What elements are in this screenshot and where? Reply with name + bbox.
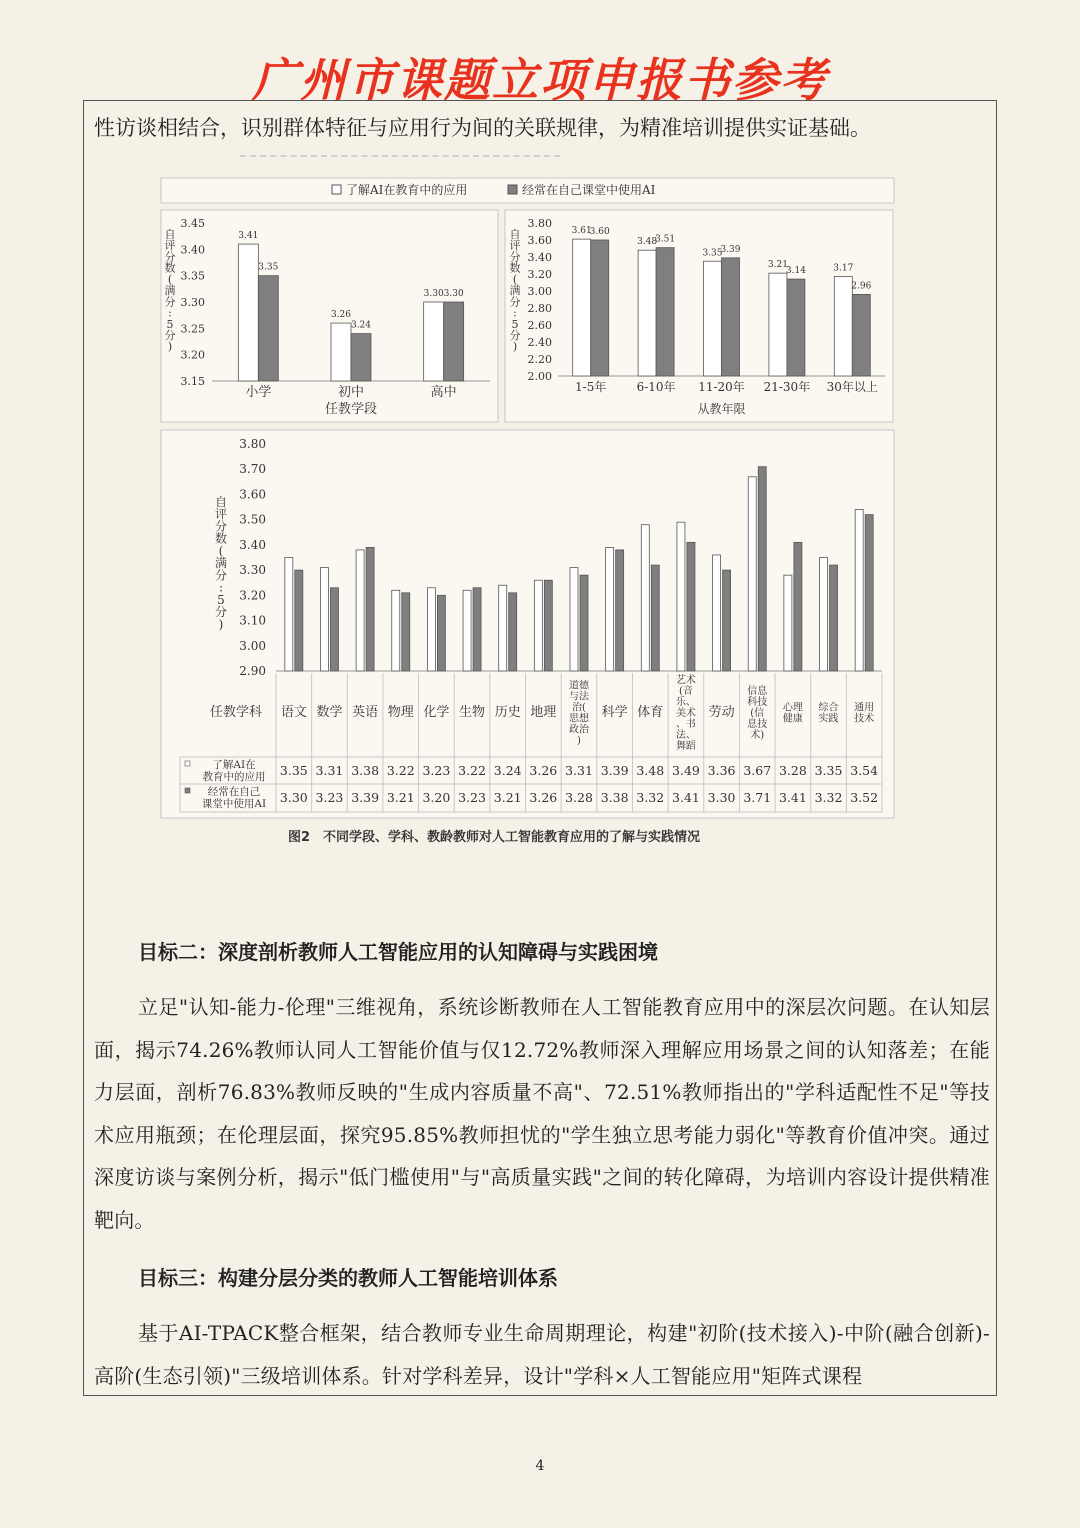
- bar-use: [830, 565, 838, 671]
- y-tick-label: 2.40: [527, 336, 552, 349]
- y-tick-label: 2.80: [527, 302, 552, 315]
- table-header-xlabel: 任教学科: [209, 705, 263, 720]
- table-value: 3.71: [743, 790, 772, 805]
- category-label: 技术: [854, 713, 875, 725]
- y-axis-label: 自: [509, 228, 521, 241]
- category-label: 6-10年: [636, 380, 676, 394]
- data-label: 3.60: [589, 227, 610, 237]
- category-label: 语文: [280, 705, 307, 720]
- y-axis-label: ): [167, 340, 173, 354]
- bar-understand: [677, 522, 685, 671]
- category-label: 信息: [747, 686, 768, 697]
- y-tick-label: 2.90: [239, 664, 266, 678]
- y-axis-label: 分: [214, 568, 228, 583]
- category-label: 综合: [818, 702, 839, 714]
- table-value: 3.21: [386, 790, 415, 805]
- category-label: 艺术: [675, 675, 696, 686]
- table-value: 3.35: [814, 763, 843, 778]
- bar-understand: [704, 261, 722, 376]
- y-axis-label: 分: [214, 519, 228, 534]
- bar-understand: [748, 477, 756, 671]
- bar-use: [687, 542, 695, 671]
- category-label: 思想: [569, 713, 589, 725]
- bar-understand: [424, 302, 444, 381]
- bar-understand: [499, 585, 507, 671]
- table-swatch-understand: [185, 761, 190, 766]
- bar-understand: [285, 558, 293, 672]
- table-value: 3.22: [458, 763, 486, 778]
- bar-use: [366, 547, 374, 671]
- table-row-label: 课堂中使用AI: [201, 798, 267, 810]
- bar-understand: [320, 568, 328, 671]
- y-axis-label: 数: [214, 531, 228, 546]
- y-axis-label: ): [218, 617, 224, 632]
- table-value: 3.21: [493, 790, 522, 805]
- y-tick-label: 3.30: [180, 296, 205, 309]
- figure-2: [160, 176, 895, 822]
- category-label: 高中: [430, 385, 457, 400]
- legend-label-understand: 了解AI在教育中的应用: [346, 183, 468, 197]
- table-value: 3.28: [565, 790, 593, 805]
- y-axis-label: 自: [214, 495, 228, 509]
- category-label: 实践: [818, 713, 839, 725]
- data-label: 3.30: [423, 289, 444, 299]
- y-tick-label: 3.10: [239, 613, 266, 628]
- category-label: 生物: [459, 705, 486, 720]
- bar-use: [787, 279, 805, 376]
- bar-use: [544, 580, 552, 671]
- bar-use: [444, 302, 464, 381]
- table-value: 3.30: [279, 790, 308, 805]
- y-axis-label: 评: [509, 239, 521, 253]
- bar-use: [651, 565, 659, 671]
- table-value: 3.49: [672, 763, 700, 778]
- y-tick-label: 3.40: [527, 251, 552, 264]
- table-swatch-use: [185, 788, 190, 793]
- table-value: 3.36: [707, 763, 736, 778]
- bar-understand: [638, 250, 656, 376]
- data-label: 3.17: [833, 263, 854, 274]
- bar-use: [616, 550, 624, 671]
- table-value: 3.39: [600, 763, 629, 778]
- data-label: 3.39: [720, 244, 741, 255]
- figure-svg: [160, 176, 895, 822]
- table-value: 3.31: [565, 763, 593, 778]
- table-value: 3.48: [636, 763, 665, 778]
- bar-understand: [392, 590, 400, 671]
- figure-caption: 图2 不同学段、学科、教龄教师对人工智能教育应用的了解与实践情况: [288, 830, 701, 845]
- table-value: 3.28: [778, 763, 807, 778]
- table-value: 3.39: [351, 790, 380, 805]
- y-tick-label: 2.00: [527, 370, 552, 383]
- bar-use: [722, 258, 740, 376]
- y-axis-label: 分: [164, 328, 176, 342]
- y-axis-label: :: [218, 580, 224, 595]
- bar-use: [758, 467, 766, 671]
- bar-understand: [427, 588, 435, 671]
- table-value: 3.31: [315, 763, 344, 778]
- x-axis-label: 从教年限: [697, 402, 746, 416]
- bar-use: [295, 570, 303, 671]
- y-tick-label: 3.80: [527, 217, 552, 230]
- legend-swatch-use: [508, 185, 517, 194]
- banner-title: 广州市课题立项申报书参考: [252, 53, 828, 107]
- x-axis-label: 任教学段: [324, 402, 378, 417]
- y-tick-label: 3.60: [527, 234, 552, 247]
- bar-use: [509, 593, 517, 671]
- data-label: 3.41: [238, 231, 259, 242]
- y-tick-label: 3.45: [180, 217, 205, 230]
- y-axis-label: 分: [509, 328, 521, 342]
- y-axis-label: 评: [164, 239, 176, 253]
- data-label: 3.35: [702, 248, 723, 259]
- y-tick-label: 3.35: [180, 269, 205, 283]
- category-label: 初中: [337, 385, 365, 400]
- category-label: 法、: [675, 730, 696, 741]
- cropped-figure-title: [240, 155, 560, 165]
- bar-understand: [713, 555, 721, 671]
- bar-understand: [834, 277, 852, 376]
- table-value: 3.23: [458, 790, 486, 805]
- bar-understand: [769, 273, 787, 376]
- goal2-body: 立足"认知-能力-伦理"三维视角，系统诊断教师在人工智能教育应用中的深层次问题。在认知层面，揭示74.26%教师认同人工智能价值与仅12.72%教师深入理解应用场景之间的认知落差；在能力层面，剖析76.83%教师反映的"生成内容质量不高"、72.51%教师指出的"学科适配性不足"等技术应用瓶颈；在伦理层面，探究95.85%教师担忧的"学生独立思考能力弱化"等教育价值冲突。通过深度访谈与案例分析，揭示"低门槛使用"与"高质量实践"之间的转化障碍，为培训内容设计提供精准靶向。: [94, 995, 990, 1232]
- table-value: 3.41: [672, 790, 700, 805]
- data-label: 3.14: [785, 266, 806, 277]
- bar-use: [794, 542, 802, 671]
- goal3-heading: 目标三：构建分层分类的教师人工智能培训体系: [138, 1266, 558, 1290]
- y-tick-label: 2.20: [527, 353, 552, 366]
- category-label: 化学: [423, 705, 450, 720]
- bar-use: [580, 575, 588, 671]
- category-label: 术): [750, 730, 765, 741]
- y-tick-label: 3.20: [527, 268, 552, 281]
- table-value: 3.26: [529, 790, 558, 805]
- category-label: (信: [750, 708, 765, 719]
- category-label: 21-30年: [763, 380, 811, 394]
- category-label: 健康: [782, 713, 803, 725]
- category-label: 小学: [245, 385, 272, 400]
- table-value: 3.32: [814, 790, 843, 805]
- y-axis-label: 5: [166, 317, 174, 331]
- category-label: 道德: [569, 680, 589, 692]
- y-tick-label: 3.40: [239, 537, 266, 552]
- category-label: ): [577, 735, 581, 747]
- y-tick-label: 3.80: [239, 437, 266, 451]
- category-label: 心理: [782, 702, 803, 714]
- category-label: 舞蹈: [675, 741, 696, 752]
- category-label: 物理: [387, 705, 414, 720]
- category-label: 科技: [747, 697, 768, 708]
- y-tick-label: 3.60: [239, 487, 266, 502]
- bar-use: [402, 593, 410, 671]
- category-label: 、书: [675, 719, 696, 730]
- bar-use: [865, 515, 873, 671]
- data-label: 3.51: [655, 234, 676, 245]
- bar-use: [591, 240, 609, 376]
- bar-understand: [784, 575, 792, 671]
- y-axis-label: 5: [217, 592, 225, 607]
- category-label: 11-20年: [698, 380, 745, 394]
- y-tick-label: 3.70: [239, 462, 266, 477]
- y-axis-label: 分: [164, 250, 176, 264]
- bar-understand: [331, 323, 351, 381]
- goal3-body: 基于AI-TPACK整合框架，结合教师专业生命周期理论，构建"初阶(技术接入)-中阶(融合创新)-高阶(生态引领)"三级培训体系。针对学科差异，设计"学科×人工智能应用"矩阵式课程: [94, 1321, 990, 1388]
- table-value: 3.41: [778, 790, 807, 805]
- category-label: 英语: [352, 705, 379, 720]
- y-tick-label: 3.20: [239, 588, 266, 603]
- y-axis-label: 分: [509, 295, 521, 309]
- y-axis-label: (: [512, 272, 518, 286]
- y-axis-label: 数: [164, 261, 176, 275]
- bar-use: [723, 570, 731, 671]
- category-label: (音: [678, 686, 693, 697]
- bar-understand: [606, 547, 614, 671]
- bar-understand: [356, 550, 364, 671]
- y-tick-label: 3.25: [180, 322, 205, 336]
- bar-understand: [238, 244, 258, 381]
- category-label: 息技: [747, 719, 768, 730]
- bar-use: [852, 294, 870, 376]
- y-axis-label: (: [218, 543, 224, 558]
- page-number: 4: [535, 1458, 545, 1474]
- y-tick-label: 3.00: [239, 638, 266, 653]
- data-label: 2.96: [851, 281, 872, 292]
- y-axis-label: 满: [509, 284, 521, 298]
- table-value: 3.67: [743, 763, 772, 778]
- table-value: 3.24: [493, 763, 522, 778]
- table-row-label: 经常在自己: [207, 786, 261, 798]
- y-tick-label: 3.15: [180, 375, 205, 388]
- bar-understand: [570, 568, 578, 671]
- category-label: 历史: [494, 705, 521, 720]
- y-axis-label: 数: [509, 261, 521, 275]
- y-axis-label: 分: [509, 250, 521, 264]
- bar-use: [330, 588, 338, 671]
- category-label: 科学: [601, 705, 628, 720]
- bar-understand: [534, 580, 542, 671]
- category-label: 数学: [316, 705, 343, 720]
- table-row-label: 了解AI在: [212, 759, 256, 771]
- table-value: 3.54: [850, 763, 879, 778]
- table-value: 3.32: [636, 790, 665, 805]
- y-tick-label: 3.20: [180, 348, 205, 362]
- y-axis-label: ): [512, 340, 518, 354]
- bar-use: [656, 248, 674, 376]
- legend-label-use: 经常在自己课堂中使用AI: [522, 183, 656, 197]
- data-label: 3.24: [350, 320, 372, 331]
- y-axis-label: 评: [214, 507, 228, 522]
- y-axis-label: (: [167, 272, 173, 286]
- category-label: 与法: [569, 691, 589, 703]
- y-axis-label: :: [168, 306, 172, 320]
- y-axis-label: 5: [511, 317, 519, 331]
- table-value: 3.22: [386, 763, 415, 778]
- data-label: 3.30: [443, 289, 464, 299]
- data-label: 3.21: [767, 260, 788, 271]
- table-value: 3.35: [279, 763, 308, 778]
- data-label: 3.35: [258, 262, 279, 273]
- table-value: 3.38: [600, 790, 629, 805]
- table-value: 3.23: [422, 763, 451, 778]
- category-label: 乐、: [675, 697, 696, 708]
- bar-use: [258, 276, 278, 381]
- data-label: 3.26: [330, 310, 352, 321]
- y-axis-label: 分: [214, 605, 228, 620]
- y-axis-label: 分: [164, 295, 176, 309]
- table-row-label: 教育中的应用: [202, 771, 266, 783]
- bar-use: [437, 595, 445, 671]
- category-label: 30年以上: [826, 380, 878, 394]
- y-axis-label: 满: [214, 556, 228, 571]
- bar-use: [473, 588, 481, 671]
- bar-understand: [573, 239, 591, 376]
- y-axis-label: 自: [164, 228, 176, 241]
- category-label: 美术: [675, 708, 696, 719]
- goal2-heading: 目标二：深度剖析教师人工智能应用的认知障碍与实践困境: [138, 940, 658, 964]
- data-label: 3.48: [637, 237, 658, 248]
- table-value: 3.26: [529, 763, 558, 778]
- y-tick-label: 3.40: [180, 243, 205, 257]
- category-label: 通用: [854, 702, 875, 714]
- table-value: 3.30: [707, 790, 736, 805]
- category-label: 地理: [530, 705, 557, 720]
- category-label: 体育: [637, 705, 664, 720]
- y-axis-label: :: [513, 306, 517, 320]
- table-value: 3.20: [422, 790, 451, 805]
- y-tick-label: 3.50: [239, 512, 266, 527]
- y-tick-label: 2.60: [527, 319, 552, 332]
- table-value: 3.52: [850, 790, 879, 805]
- category-label: 政治: [569, 724, 589, 736]
- bar-understand: [855, 510, 863, 671]
- table-value: 3.23: [315, 790, 344, 805]
- category-label: 劳动: [708, 705, 735, 720]
- legend-swatch-understand: [332, 185, 341, 194]
- bar-understand: [820, 558, 828, 672]
- category-label: 1-5年: [575, 380, 607, 394]
- bar-use: [351, 334, 371, 381]
- intro-line: 性访谈相结合，识别群体特征与应用行为间的关联规律，为精准培训提供实证基础。: [94, 116, 871, 140]
- category-label: 治(: [572, 702, 586, 714]
- y-tick-label: 3.30: [239, 563, 266, 578]
- table-value: 3.38: [351, 763, 380, 778]
- y-axis-label: 满: [164, 284, 176, 298]
- bar-understand: [463, 590, 471, 671]
- bar-understand: [641, 525, 649, 671]
- y-tick-label: 3.00: [527, 285, 552, 298]
- data-label: 3.61: [571, 226, 592, 237]
